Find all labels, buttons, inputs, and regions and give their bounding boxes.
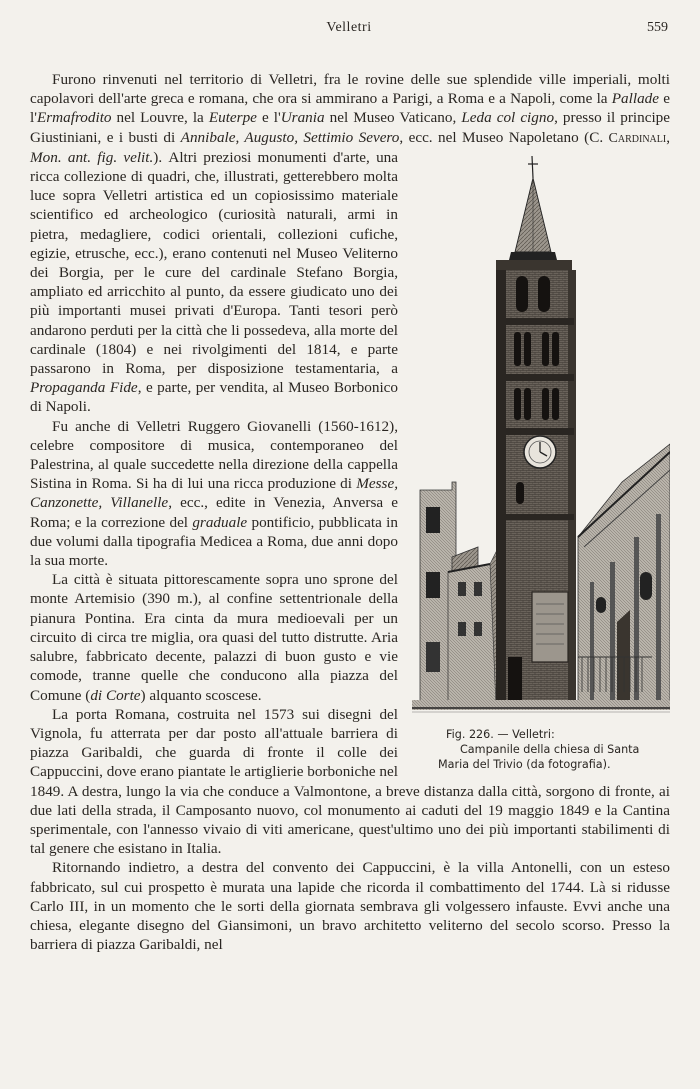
body-text: [30, 70, 670, 954]
caption-text: Campanile della chiesa di Santa Maria del Trivio (da fotografia).: [438, 742, 640, 771]
caption-label: Fig. 226. — Velletri:: [446, 727, 555, 741]
paragraph-situation: La città è situata pittorescamente sopra uno sprone del monte Artemisio (390 m.), al confine settentrionale della pianura Pontina. Era cinta da mura medioevali per un circuito di circa tre miglia, ora quasi del tutto distrutte. Aria salubre, fabbricato decente, palazzi di buon gusto e vie comode, tranne quelle che conducono alla piazza del Comune (di Corte) alquanto scoscese.: [30, 571, 398, 704]
running-header: [30, 20, 668, 42]
paragraph-villa-antonelli: Ritornando indietro, a destra del convento dei Cappuccini, è la villa Antonelli, con un esteso fabbricato, sul cui prospetto è murata una lapide che ricorda il combattimento del 1744. Là si ridusse Carlo III, in un momento che le sorti della giornata sembrava gli volgessero infauste. Evvi anche una chiesa, elegante disegno del Giansimoni, un bravo architetto veliterno del secolo scorso. Presso la barriera di piazza Garibaldi, nel: [30, 859, 670, 954]
figure-caption: [412, 727, 670, 772]
running-title: Velletri: [326, 20, 372, 35]
paragraph-museums: Furono rinvenuti nel territorio di Velletri, fra le rovine delle sue splendide ville imperiali, molti capolavori dell'arte greca e romana, che ora si ammirano a Parigi, a Roma e a Napoli, come la Pallade e l'Ermafrodito nel Louvre, la Euterpe e l'Urania nel Museo Vaticano, Leda col cigno, presso il principe Giustiniani, e i busti di Annibale, Augusto, Settimio Severo, ecc. nel Museo Napoletano (C. Cardinali, Mon. ant. fig. velit.). Fig. 226. — Velletri: Campanile della chiesa di Santa Maria del Trivio (da fotografia). Altri preziosi monumenti d'arte, una ricca collezione di quadri, che, illustrati, getterebbero molta luce sopra Velletri artistica ed un copiosissimo materiale scientifico ed archeologico (curiosità naturali, armi in pietra, medagliere, codici orientali, collezioni cufiche, egizie, etrusche, ecc.), erano contenuti nel Museo Veliterno dei Borgia, per le cure del cardinale Stefano Borgia, ampliato ed arricchito al punto, da essere giudicato uno dei più importanti musei privati d'Europa. Tanti tesori però andarono perduti per la città che li possedeva, alla morte del cardinale (1804) e nei rivolgimenti del 1814, e parte passarono in Roma, per disposizione testamentaria, a Propaganda Fide, e parte, per vendita, al Museo Borbonico di Napoli.: [30, 70, 670, 417]
paragraph-giovanelli: Fu anche di Velletri Ruggero Giovanelli (1560-1612), celebre compositore di musica, contemporaneo del Palestrina, al quale succedette nella direzione della cappella Sistina in Roma. Si ha di lui una ricca produzione di Messe, Canzonette, Villanelle, ecc., edite in Venezia, Anversa e Roma; e la correzione del graduale pontificio, pubblicata in due volumi dalla tipografia Medicea a Roma, due anni dopo la sua morte.: [30, 417, 398, 570]
campanile-engraving: [412, 152, 670, 717]
paragraph-porta-romana: La porta Romana, costruita nel 1573 sui disegni del Vignola, fu atterrata per dar posto all'attuale barriera di piazza Garibaldi, che guarda di fronte il colle dei Cappuccini, dove erano piantate le artiglierie borboniche nel 1849. A destra, lungo la via che conduce a Valmontone, a breve distanza dalla città, sorgono di fronte, ai due lati della strada, il Camposanto nuovo, col monumento ai caduti del 19 maggio 1849 e la Cantina sperimentale, con l'annesso vivaio di viti americane, quest'ultimo uno dei più importanti stabilimenti di tal genere che esistano in Italia.: [30, 705, 670, 858]
page-number: 559: [647, 20, 668, 35]
figure-campanile: [412, 152, 670, 777]
